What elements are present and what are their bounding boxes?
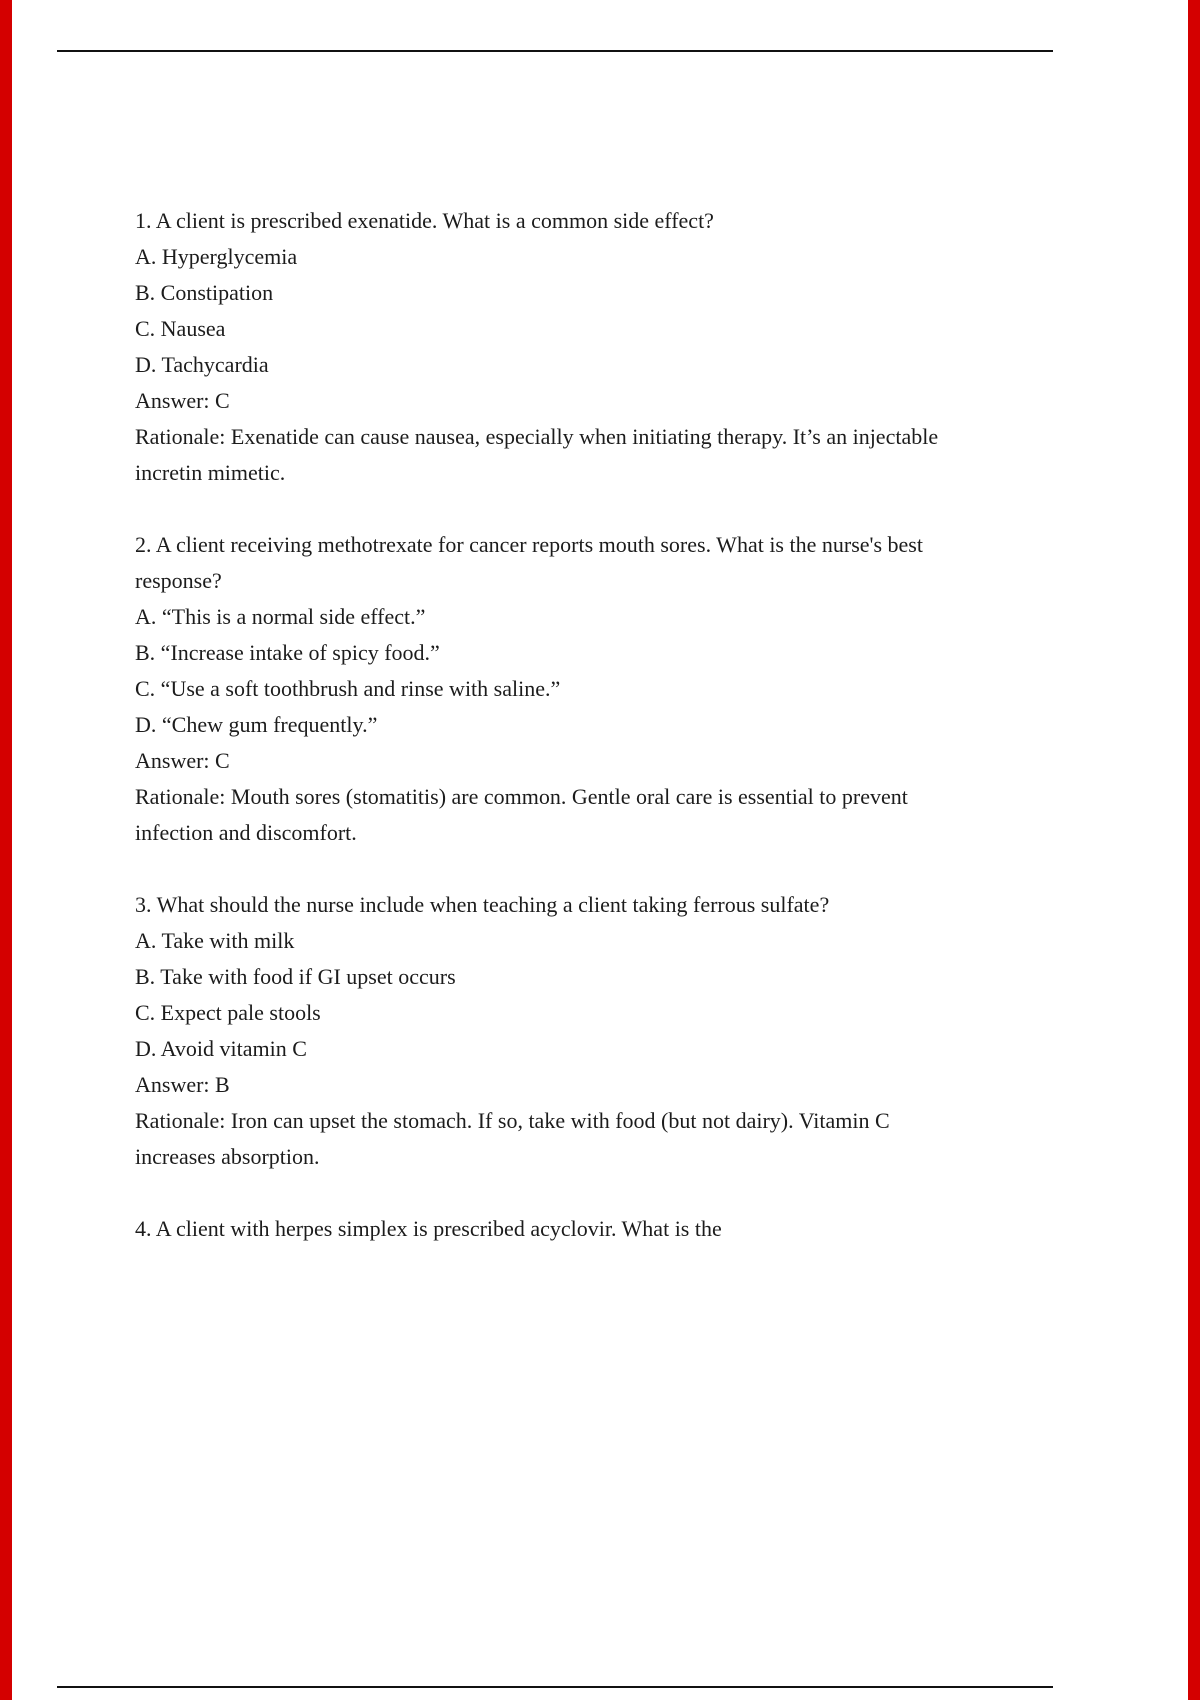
- option-c: C. “Use a soft toothbrush and rinse with saline.”: [135, 676, 561, 701]
- rationale-text: Rationale: Exenatide can cause nausea, especially when initiating therapy. It’s an injectable incretin mimetic.: [135, 424, 939, 485]
- option-c: C. Expect pale stools: [135, 1000, 321, 1025]
- question-text: 4. A client with herpes simplex is prescribed acyclovir. What is the: [135, 1216, 722, 1241]
- question-text: 3. What should the nurse include when teaching a client taking ferrous sulfate?: [135, 892, 830, 917]
- option-b: B. “Increase intake of spicy food.”: [135, 640, 440, 665]
- option-d: D. “Chew gum frequently.”: [135, 712, 378, 737]
- question-1: [135, 203, 945, 491]
- option-d: D. Tachycardia: [135, 352, 269, 377]
- option-d: D. Avoid vitamin C: [135, 1036, 307, 1061]
- bottom-rule: [57, 1686, 1053, 1688]
- right-border-bar: [1188, 0, 1200, 1700]
- question-text: 1. A client is prescribed exenatide. What is a common side effect?: [135, 208, 714, 233]
- option-a: A. “This is a normal side effect.”: [135, 604, 426, 629]
- question-2: [135, 527, 945, 851]
- option-a: A. Take with milk: [135, 928, 295, 953]
- rationale-text: Rationale: Iron can upset the stomach. If so, take with food (but not dairy). Vitamin C increases absorption.: [135, 1108, 890, 1169]
- answer-line: Answer: B: [135, 1072, 230, 1097]
- option-b: B. Take with food if GI upset occurs: [135, 964, 456, 989]
- option-a: A. Hyperglycemia: [135, 244, 298, 269]
- option-c: C. Nausea: [135, 316, 226, 341]
- answer-line: Answer: C: [135, 748, 230, 773]
- question-4: [135, 1211, 945, 1247]
- question-3: [135, 887, 945, 1175]
- top-rule: [57, 50, 1053, 52]
- left-border-bar: [0, 0, 12, 1700]
- option-b: B. Constipation: [135, 280, 274, 305]
- answer-line: Answer: C: [135, 388, 230, 413]
- document-body: [135, 203, 945, 1283]
- question-text: 2. A client receiving methotrexate for cancer reports mouth sores. What is the nurse's best response?: [135, 532, 923, 593]
- rationale-text: Rationale: Mouth sores (stomatitis) are common. Gentle oral care is essential to prevent infection and discomfort.: [135, 784, 908, 845]
